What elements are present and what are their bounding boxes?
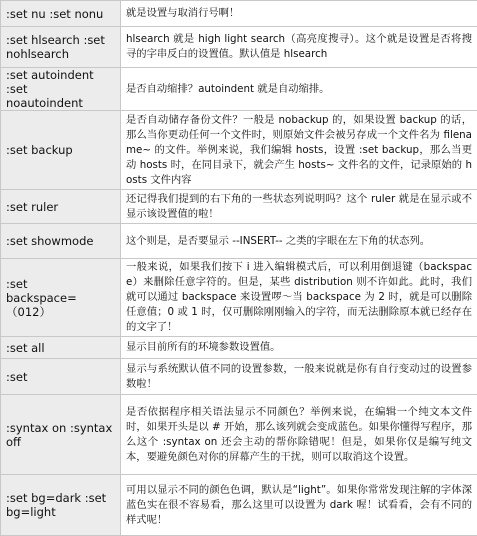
option-cell: :set hlsearch :set nohlsearch bbox=[1, 27, 121, 68]
option-cell: :set backspace=（012） bbox=[1, 259, 121, 337]
description-cell: hlsearch 就是 high light search（高亮度搜寻）。这个就是设置是否将搜寻的字串反白的设置值。默认值是 hlsearch bbox=[121, 27, 477, 68]
table-row bbox=[1, 111, 477, 190]
option-cell: :set showmode bbox=[1, 224, 121, 259]
table-row bbox=[1, 190, 477, 224]
option-cell: :set all bbox=[1, 337, 121, 359]
table-row bbox=[1, 337, 477, 359]
option-cell: :set autoindent :set noautoindent bbox=[1, 68, 121, 111]
option-cell: :set nu :set nonu bbox=[1, 1, 121, 27]
option-cell: :set ruler bbox=[1, 190, 121, 224]
description-cell: 一般来说，如果我们按下 i 进入编辑模式后，可以利用倒退键（backspace）来删除任意字符的。但是，某些 distribution 则不许如此。此时，我们就可以通过 backspace 来设置啰～当 backspace 为 2 时，就是可以删除任意值；0 或 1 时，仅可删除刚刚输入的字符，而无法删除原本就已经存在的文字了！ bbox=[121, 259, 477, 337]
description-cell: 还记得我们提到的右下角的一些状态列说明吗？这个 ruler 就是在显示或不显示该设置值的啦！ bbox=[121, 190, 477, 224]
table-row bbox=[1, 359, 477, 395]
description-cell: 这个则是，是否要显示 --INSERT-- 之类的字眼在左下角的状态列。 bbox=[121, 224, 477, 259]
description-cell: 是否自动缩排？autoindent 就是自动缩排。 bbox=[121, 68, 477, 111]
description-cell: 显示与系统默认值不同的设置参数，一般来说就是你有自行变动过的设置参数啦！ bbox=[121, 359, 477, 395]
description-cell: 就是设置与取消行号啊！ bbox=[121, 1, 477, 27]
description-cell: 是否自动储存备份文件？一般是 nobackup 的，如果设置 backup 的话，那么当你更动任何一个文件时，则原始文件会被另存成一个文件名为 filename~ 的文件。举例来说，我们编辑 hosts，设置 :set backup，那么当更动 hosts 时，在同目录下，就会产生 hosts~ 文件名的文件，记录原始的 hosts 文件内容 bbox=[121, 111, 477, 190]
table-row bbox=[1, 1, 477, 27]
table-row bbox=[1, 224, 477, 259]
option-cell: :syntax on :syntax off bbox=[1, 395, 121, 475]
description-cell: 是否依据程序相关语法显示不同颜色？举例来说，在编辑一个纯文本文件时，如果开头是以 # 开始，那么该列就会变成蓝色。如果你懂得写程序，那么这个 :syntax on 还会主动的帮你除错呢！但是，如果你仅是编写纯文本，要避免颜色对你的屏幕产生的干扰，则可以取消这个设置。 bbox=[121, 395, 477, 475]
option-cell: :set bbox=[1, 359, 121, 395]
table-row bbox=[1, 68, 477, 111]
table-row bbox=[1, 259, 477, 337]
option-cell: :set bg=dark :set bg=light bbox=[1, 475, 121, 536]
table-row bbox=[1, 27, 477, 68]
table-row bbox=[1, 395, 477, 475]
option-cell: :set backup bbox=[1, 111, 121, 190]
table-row bbox=[1, 475, 477, 536]
description-cell: 可用以显示不同的颜色色调，默认是“light”。如果你常常发现注解的字体深蓝色实在很不容易看，那么这里可以设置为 dark 喔！试看看，会有不同的样式呢！ bbox=[121, 475, 477, 536]
description-cell: 显示目前所有的环境参数设置值。 bbox=[121, 337, 477, 359]
